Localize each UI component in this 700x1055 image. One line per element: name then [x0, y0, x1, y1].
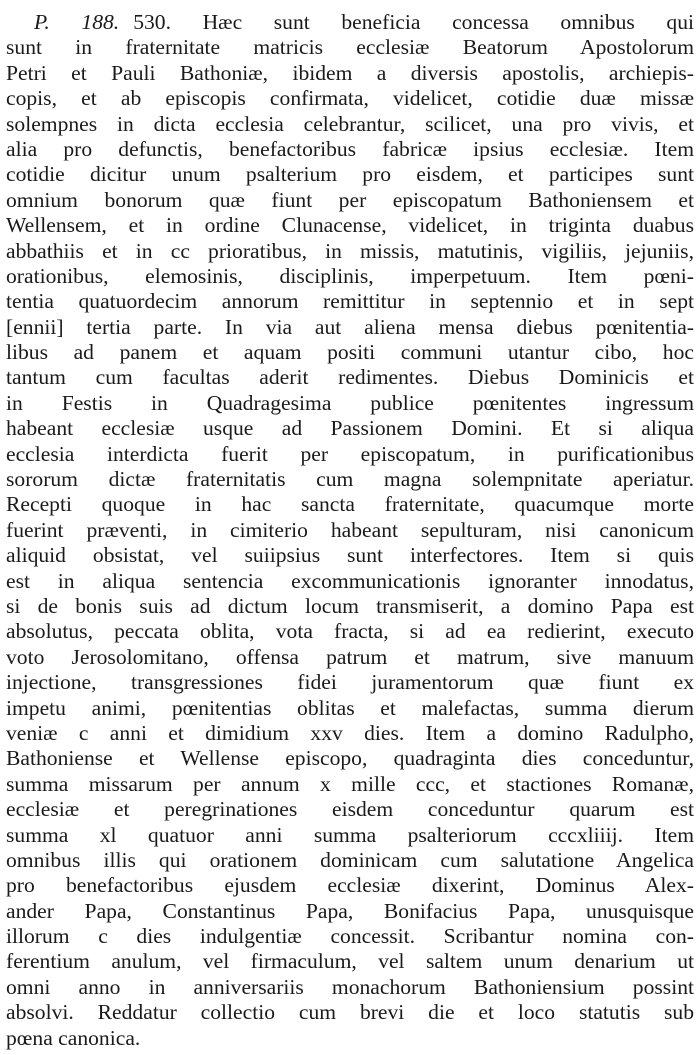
text-line-17: habeant ecclesiæ usque ad Passionem Domini. Et si aliqua — [6, 416, 694, 441]
text-line-2: sunt in fraternitate matricis ecclesiæ Beatorum Apostolorum — [6, 35, 694, 60]
text-line-5: solempnes in dicta ecclesia celebrantur, scilicet, una pro vivis, et — [6, 111, 694, 136]
text-line-22: aliquid obsistat, vel suiipsius sunt interfectores. Item si quis — [6, 543, 694, 568]
text-line-35: pro benefactoribus ejusdem ecclesiæ dixerint, Dominus Alex- — [6, 873, 694, 898]
text-line-40: absolvi. Reddatur collectio cum brevi die et loco statutis sub — [6, 1000, 694, 1025]
text-line-21: fuerint præventi, in cimiterio habeant sepulturam, nisi canonicum — [6, 517, 694, 542]
text-line-32: ecclesiæ et peregrinationes eisdem conceduntur quarum est — [6, 797, 694, 822]
text-line-30: Bathoniense et Wellense episcopo, quadraginta dies conceduntur, — [6, 746, 694, 771]
text-line-28: impetu animi, pœnitentias oblitas et malefactas, summa dierum — [6, 695, 694, 720]
text-line-3: Petri et Pauli Bathoniæ, ibidem a diversis apostolis, archiepis- — [6, 60, 694, 85]
text-line-8: omnium bonorum quæ fiunt per episcopatum Bathoniensem et — [6, 187, 694, 212]
text-line-11: orationibus, elemosinis, disciplinis, imperpetuum. Item pœni- — [6, 263, 694, 288]
text-line-37: illorum c dies indulgentiæ concessit. Scribantur nomina con- — [6, 924, 694, 949]
text-line-16: in Festis in Quadragesima publice pœnitentes ingressum — [6, 390, 694, 415]
document-page — [6, 10, 694, 1051]
text-line-19: sororum dictæ fraternitatis cum magna solempnitate aperiatur. — [6, 467, 694, 492]
text-line-26: voto Jerosolomitano, offensa patrum et matrum, sive manuum — [6, 644, 694, 669]
text-line-1 — [6, 10, 694, 35]
text-line-14: libus ad panem et aquam positi communi utantur cibo, hoc — [6, 340, 694, 365]
text-line-6: alia pro defunctis, benefactoribus fabricæ ipsius ecclesiæ. Item — [6, 136, 694, 161]
text-line-36: ander Papa, Constantinus Papa, Bonifacius Papa, unusquisque — [6, 898, 694, 923]
text-line-23: est in aliqua sentencia excommunicationis ignoranter innodatus, — [6, 568, 694, 593]
text-line-13: [ennii] tertia parte. In via aut aliena mensa diebus pœnitentia- — [6, 314, 694, 339]
text-line-24: si de bonis suis ad dictum locum transmiserit, a domino Papa est — [6, 593, 694, 618]
text-line-10: abbathiis et in cc prioratibus, in missis, matutinis, vigiliis, jejuniis, — [6, 238, 694, 263]
page-reference: P. 188. — [34, 10, 120, 34]
text-line-20: Recepti quoque in hac sancta fraternitate, quacumque morte — [6, 492, 694, 517]
text-line-4: copis, et ab episcopis confirmata, videlicet, cotidie duæ missæ — [6, 86, 694, 111]
text-line-31: summa missarum per annum x mille ccc, et stactiones Romanæ, — [6, 771, 694, 796]
text-line-7: cotidie dicitur unum psalterium pro eisdem, et participes sunt — [6, 162, 694, 187]
text-line-34: omnibus illis qui orationem dominicam cum salutatione Angelica — [6, 847, 694, 872]
text-line-25: absolutus, peccata oblita, vota fracta, si ad ea redierint, executo — [6, 619, 694, 644]
text-line-27: injectione, transgressiones fidei juramentorum quæ fiunt ex — [6, 670, 694, 695]
text-line-1-content: 530. Hæc sunt beneficia concessa omnibus qui — [133, 10, 694, 34]
text-line-33: summa xl quatuor anni summa psalteriorum cccxliiij. Item — [6, 822, 694, 847]
text-line-9: Wellensem, et in ordine Clunacense, videlicet, in triginta duabus — [6, 213, 694, 238]
text-line-12: tentia quatuordecim annorum remittitur in septennio et in sept — [6, 289, 694, 314]
text-line-29: veniæ c anni et dimidium xxv dies. Item a domino Radulpho, — [6, 720, 694, 745]
text-line-15: tantum cum facultas aderit redimentes. Diebus Dominicis et — [6, 365, 694, 390]
text-line-41: pœna canonica. — [6, 1025, 141, 1050]
text-line-18: ecclesia interdicta fuerit per episcopatum, in purificationibus — [6, 441, 694, 466]
text-line-39: omni anno in anniversariis monachorum Bathoniensium possint — [6, 974, 694, 999]
text-line-38: ferentium anulum, vel firmaculum, vel saltem unum denarium ut — [6, 949, 694, 974]
